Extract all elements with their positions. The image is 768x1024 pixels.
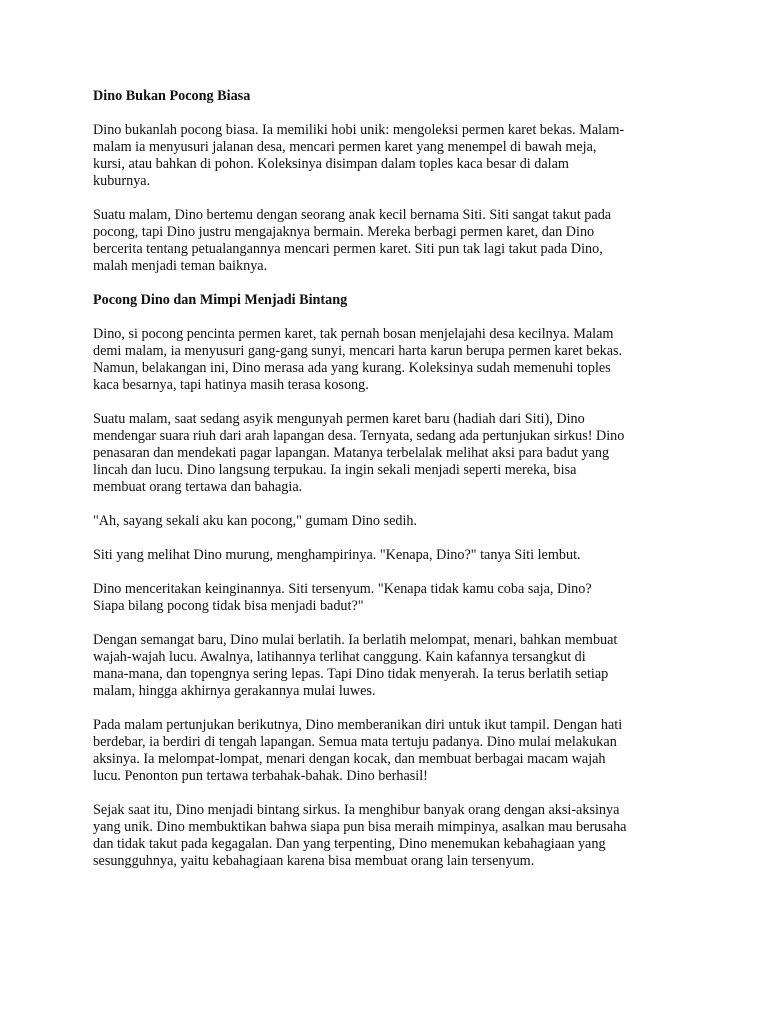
paragraph-gap	[93, 785, 683, 802]
paragraph-1	[93, 122, 683, 190]
paragraph-10	[93, 802, 683, 870]
paragraph-3	[93, 326, 683, 394]
paragraph-gap	[93, 564, 683, 581]
heading-dino-bukan-pocong-biasa: Dino Bukan Pocong Biasa	[93, 88, 251, 104]
paragraph-line: Namun, belakangan ini, Dino merasa ada yang kurang. Koleksinya sudah memenuhi toples	[93, 360, 611, 376]
paragraph-line: kaca besarnya, tapi hatinya masih terasa kosong.	[93, 377, 369, 393]
paragraph-line: mana-mana, dan topengnya sering lepas. Tapi Dino tidak menyerah. Ia terus berlatih setiap	[93, 666, 609, 682]
paragraph-line: "Ah, sayang sekali aku kan pocong," gumam Dino sedih.	[93, 513, 418, 529]
paragraph-line: malam ia menyusuri jalanan desa, mencari permen karet yang menempel di bawah meja,	[93, 139, 597, 155]
paragraph-line: kuburnya.	[93, 173, 151, 189]
paragraph-gap	[93, 700, 683, 717]
paragraph-line: Suatu malam, Dino bertemu dengan seorang anak kecil bernama Siti. Siti sangat takut pada	[93, 207, 612, 223]
paragraph-gap	[93, 190, 683, 207]
paragraph-6	[93, 547, 683, 564]
paragraph-line: mendengar suara riuh dari arah lapangan desa. Ternyata, sedang ada pertunjukan sirkus! Dino	[93, 428, 625, 444]
paragraph-line: pocong, tapi Dino justru mengajaknya bermain. Mereka berbagi permen karet, dan Dino	[93, 224, 595, 240]
paragraph-line: membuat orang tertawa dan bahagia.	[93, 479, 303, 495]
paragraph-gap	[93, 309, 683, 326]
paragraph-line: Dengan semangat baru, Dino mulai berlatih. Ia berlatih melompat, menari, bahkan membuat	[93, 632, 618, 648]
paragraph-gap	[93, 496, 683, 513]
paragraph-7	[93, 581, 683, 615]
paragraph-4	[93, 411, 683, 496]
paragraph-5	[93, 513, 683, 530]
paragraph-9	[93, 717, 683, 785]
paragraph-line: dan tidak takut pada kegagalan. Dan yang terpenting, Dino menemukan kebahagiaan yang	[93, 836, 606, 852]
paragraph-line: malam, hingga akhirnya gerakannya mulai luwes.	[93, 683, 376, 699]
paragraph-line: wajah-wajah lucu. Awalnya, latihannya terlihat canggung. Kain kafannya tersangkut di	[93, 649, 586, 665]
paragraph-line: Dino menceritakan keinginannya. Siti tersenyum. "Kenapa tidak kamu coba saja, Dino?	[93, 581, 592, 597]
paragraph-line: sesungguhnya, yaitu kebahagiaan karena bisa membuat orang lain tersenyum.	[93, 853, 535, 869]
heading-pocong-dino-dan-mimpi: Pocong Dino dan Mimpi Menjadi Bintang	[93, 292, 348, 308]
paragraph-line: Suatu malam, saat sedang asyik mengunyah permen karet baru (hadiah dari Siti), Dino	[93, 411, 585, 427]
paragraph-line: penasaran dan mendekati pagar lapangan. Matanya terbelalak melihat aksi para badut yang	[93, 445, 610, 461]
paragraph-line: Siti yang melihat Dino murung, menghampirinya. "Kenapa, Dino?" tanya Siti lembut.	[93, 547, 581, 563]
paragraph-line: lincah dan lucu. Dino langsung terpukau. Ia ingin sekali menjadi seperti mereka, bisa	[93, 462, 577, 478]
paragraph-line: berdebar, ia berdiri di tengah lapangan. Semua mata tertuju padanya. Dino mulai melakukan	[93, 734, 617, 750]
paragraph-line: malah menjadi teman baiknya.	[93, 258, 268, 274]
paragraph-2	[93, 207, 683, 275]
paragraph-line: Dino bukanlah pocong biasa. Ia memiliki hobi unik: mengoleksi permen karet bekas. Malam-	[93, 122, 625, 138]
paragraph-line: Pada malam pertunjukan berikutnya, Dino memberanikan diri untuk ikut tampil. Dengan hati	[93, 717, 623, 733]
paragraph-line: bercerita tentang petualangannya mencari permen karet. Siti pun tak lagi takut pada Dino,	[93, 241, 603, 257]
paragraph-8	[93, 632, 683, 700]
paragraph-line: yang unik. Dino membuktikan bahwa siapa pun bisa meraih mimpinya, asalkan mau berusaha	[93, 819, 627, 835]
paragraph-gap	[93, 394, 683, 411]
paragraph-line: lucu. Penonton pun tertawa terbahak-bahak. Dino berhasil!	[93, 768, 428, 784]
paragraph-gap	[93, 275, 683, 292]
paragraph-line: Dino, si pocong pencinta permen karet, tak pernah bosan menjelajahi desa kecilnya. Malam	[93, 326, 614, 342]
paragraph-gap	[93, 105, 683, 122]
paragraph-line: kursi, atau bahkan di pohon. Koleksinya disimpan dalam toples kaca besar di dalam	[93, 156, 569, 172]
paragraph-line: demi malam, ia menyusuri gang-gang sunyi, mencari harta karun berupa permen karet bekas.	[93, 343, 623, 359]
document-body	[93, 88, 683, 870]
paragraph-line: Siapa bilang pocong tidak bisa menjadi badut?"	[93, 598, 364, 614]
paragraph-line: aksinya. Ia melompat-lompat, menari dengan kocak, dan membuat berbagai macam wajah	[93, 751, 606, 767]
paragraph-gap	[93, 615, 683, 632]
paragraph-line: Sejak saat itu, Dino menjadi bintang sirkus. Ia menghibur banyak orang dengan aksi-aksinya	[93, 802, 620, 818]
paragraph-gap	[93, 530, 683, 547]
